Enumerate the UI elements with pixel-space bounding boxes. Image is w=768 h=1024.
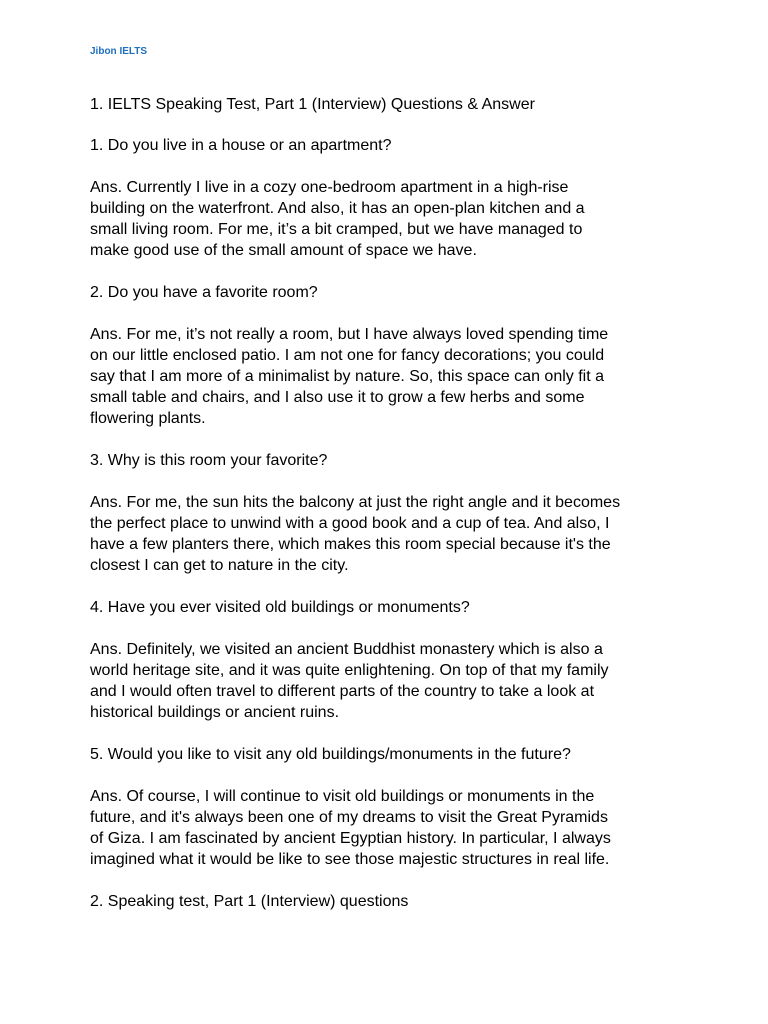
answer-4: Ans. Definitely, we visited an ancient Buddhist monastery which is also a world heritage site, and it was quite enlightening. On top of that my family and I would often travel to different parts of the country to take a look at historical buildings or ancient ruins.: [90, 641, 609, 721]
question-5: 5. Would you like to visit any old buildings/monuments in the future?: [90, 746, 571, 763]
question-2: 2. Do you have a favorite room?: [90, 284, 318, 301]
answer-2: Ans. For me, it’s not really a room, but I have always loved spending time on our little enclosed patio. I am not one for fancy decorations; you could say that I am more of a minimalist by nature. So, this space can only fit a small table and chairs, and I also use it to grow a few herbs and some flowering plants.: [90, 326, 609, 427]
question-3: 3. Why is this room your favorite?: [90, 452, 328, 469]
document-title: 1. IELTS Speaking Test, Part 1 (Interview) Questions & Answer: [90, 96, 535, 113]
answer-3: Ans. For me, the sun hits the balcony at just the right angle and it becomes the perfect place to unwind with a good book and a cup of tea. And also, I have a few planters there, which makes this room special because it's the closest I can get to nature in the city.: [90, 494, 621, 574]
answer-5: Ans. Of course, I will continue to visit old buildings or monuments in the future, and it's always been one of my dreams to visit the Great Pyramids of Giza. I am fascinated by ancient Egyptian history. In particular, I always imagined what it would be like to see those majestic structures in real life.: [90, 788, 611, 868]
answer-1: Ans. Currently I live in a cozy one-bedroom apartment in a high-rise building on the waterfront. And also, it has an open-plan kitchen and a small living room. For me, it’s a bit cramped, but we have managed to make good use of the small amount of space we have.: [90, 179, 585, 259]
next-section-heading: 2. Speaking test, Part 1 (Interview) questions: [90, 893, 409, 910]
question-4: 4. Have you ever visited old buildings or monuments?: [90, 599, 470, 616]
question-1: 1. Do you live in a house or an apartment?: [90, 137, 392, 154]
brand-header: Jibon IELTS: [90, 46, 148, 57]
qa-section: [90, 135, 690, 912]
